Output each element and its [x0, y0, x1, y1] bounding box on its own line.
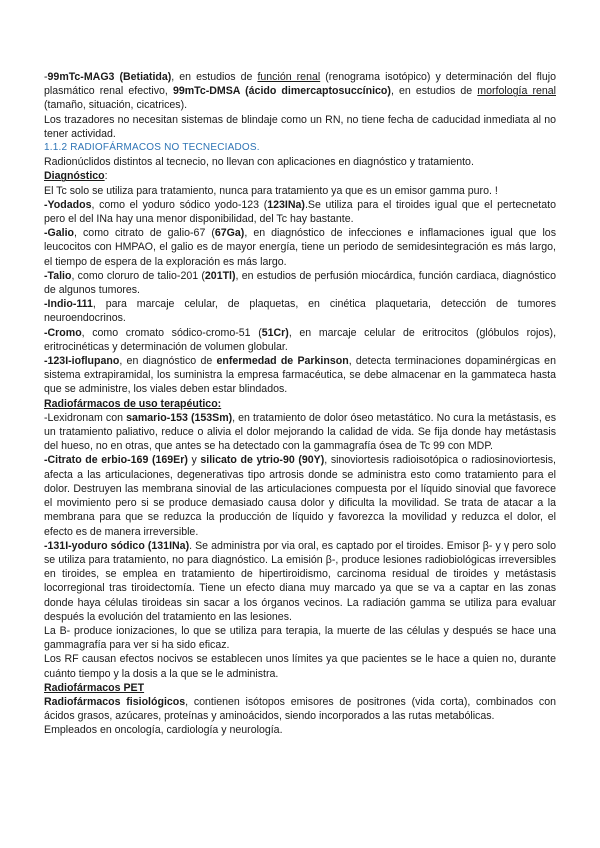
yodados-paragraph — [44, 198, 556, 226]
samario-paragraph — [44, 411, 556, 454]
erbio-paragraph — [44, 453, 556, 538]
text: , como cloruro de talio-201 ( — [71, 269, 205, 282]
text: , sinoviortesis radioisotópica o radiosinoviortesis, afecta a las articulaciones, degenerativas tipo artrosis donde se administra esto como tratamiento para el dolor. Destruyen las membrana sinovial de las articulaciones compuesta por el líquido sinovial que favorece el movimiento pero si se produce demasiado causa dolor y dificulta la movilidad. Se trata de atacar a la membrana para que se reduzca la producción de líquido y favorezca la movilidad y reduzca el dolor, el efecto es de manera irreversible. — [44, 454, 556, 538]
text: , como el yoduro sódico yodo-123 ( — [91, 198, 268, 211]
text: , contienen isótopos emisores de positrones (vida corta), combinados con ácidos grasos, azúcares, proteínas y aminoácidos, siendo incorporados a las rutas metabólicas. — [44, 695, 556, 723]
bold-term: -123I-ioflupano — [44, 355, 120, 368]
cromo-paragraph — [44, 326, 556, 354]
subheading-text: Diagnóstico — [44, 170, 105, 183]
galio-paragraph — [44, 226, 556, 269]
text: , en diagnóstico de infecciones e inflamaciones igual que los leucocitos con HMPAO, el galio es de mayor energía, tiene un periodo de semidesintegración es más largo, el tiempo de espera de la exploración es más largo. — [44, 227, 556, 268]
bold-term: samario-153 (153Sm) — [126, 411, 233, 424]
bold-term: 99mTc-MAG3 (Betiatida) — [47, 71, 172, 83]
text: . Se administra por via oral, es captado por el tiroides. Emisor β- y γ pero solo se utiliza para tratamiento, no para diagnóstico. La emisión β-, produce lesiones radiobiológicas irreversibles en tiroides, se emplea en tratamiento de hipertiroidismo, carcinoma residual de tiroides y metástasis locorregional tras tiroidectomía. Tiene un efecto diana muy marcado ya que se va a captar en las zonas donde haya células tiroideas sin sacar a los órganos vecinos. La radiación gamma se utiliza para evaluar después la evolución del tratamiento en las lesiones. — [44, 539, 556, 623]
bold-term: Radiofármacos fisiológicos — [44, 695, 186, 708]
text: (renograma isotópico) y determinación del flujo plasmático renal efectivo, — [44, 71, 556, 98]
bold-term: enfermedad de Parkinson — [216, 355, 349, 368]
text: , en diagnóstico de — [119, 355, 217, 368]
text: , para marcaje celular, de plaquetas, en cinética plaquetaria, detección de tumores neuroendocrinos. — [44, 298, 556, 325]
pet-paragraph — [44, 695, 556, 723]
beta-paragraph: La B- produce ionizaciones, lo que se utiliza para terapia, la muerte de las células y después se hace una gammagrafía para ver si ha sido eficaz. — [44, 624, 556, 652]
text: : — [104, 170, 108, 183]
bold-term: 51Cr) — [261, 326, 289, 339]
text: -Lexidronam con — [44, 411, 127, 424]
subheading-text: Radiofármacos de uso terapéutico: — [44, 397, 222, 410]
section-intro: Radionúclidos distintos al tecnecio, no llevan con aplicaciones en diagnóstico y tratamiento. — [44, 156, 474, 169]
text: - — [44, 71, 48, 83]
bold-term: silicato de ytrio-90 (90Y) — [200, 454, 325, 467]
bold-term: 123INa) — [267, 198, 305, 211]
yoduro-paragraph — [44, 539, 556, 624]
bold-term: -Talio — [44, 269, 72, 282]
ioflupano-paragraph — [44, 354, 556, 397]
text: , en estudios de — [390, 85, 478, 98]
text: , como citrato de galio-67 ( — [74, 227, 215, 240]
text: , en estudios de perfusión miocárdica, función cardiaca, diagnóstico de algunos tumores. — [44, 269, 556, 297]
bold-term: 67Ga) — [214, 227, 245, 240]
text: , en estudios de — [171, 71, 258, 83]
text: (tamaño, situación, cicatrices). — [44, 99, 188, 112]
section-heading: 1.1.2 RADIOFÁRMACOS NO TECNECIADOS. — [44, 142, 260, 154]
subheading-diagnostico — [44, 169, 556, 183]
text: , detecta terminaciones dopaminérgicas en sistema extrapiramidal, los suministra la empresa farmacéutica, se debe almacenar en la gammateca hasta que se administre, los viales deben estar blindados. — [44, 355, 556, 396]
text: .Se utiliza para el tiroides igual que el pertecnetato pero el del INa hay una menor disponibilidad, del Tc hay bastante. — [44, 198, 556, 226]
text: , en marcaje celular de eritrocitos (glóbulos rojos), eritrocinéticas y determinación de volumen globular. — [44, 326, 557, 353]
underlined-term: morfología renal — [477, 85, 556, 98]
renal-tracers-paragraph — [44, 70, 556, 113]
indio-paragraph — [44, 297, 556, 325]
shielding-paragraph: Los trazadores no necesitan sistemas de blindaje como un RN, no tiene fecha de caducidad inmediata al no tener actividad. — [44, 113, 556, 140]
bold-term: 99mTc-DMSA (ácido dimercaptosuccínico) — [172, 85, 391, 98]
bold-term: -Yodados — [44, 198, 92, 211]
underlined-term: función renal — [257, 71, 321, 83]
bold-term: -Citrato de erbio-169 (169Er) — [44, 454, 188, 467]
rf-paragraph: Los RF causan efectos nocivos se establecen unos límites ya que pacientes se le hace a quien no, durante cuánto tiempo y la dosis a la que se le administra. — [44, 653, 556, 680]
subheading-pet — [44, 681, 556, 695]
subheading-text: Radiofármacos PET — [44, 681, 145, 694]
bold-term: -131I-yoduro sódico (131INa) — [44, 539, 190, 552]
diagnostico-intro: El Tc solo se utiliza para tratamiento, nunca para tratamiento ya que es un emisor gamma puro. ! — [44, 184, 498, 197]
text: , como cromato sódico-cromo-51 ( — [81, 326, 262, 339]
bold-term: 201Tl) — [204, 269, 236, 282]
text: y — [187, 454, 201, 467]
talio-paragraph — [44, 269, 556, 297]
text: , en tratamiento de dolor óseo metastático. No cura la metástasis, es un tratamiento paliativo, reduce o alivia el dolor mejorando la calidad de vida. Se fija donde hay metástasis del hueso, no en otras, que antes se ha detectado con la gammagrafía ósea de Tc 99 con MDP. — [44, 411, 556, 453]
subheading-terapeutico — [44, 397, 556, 411]
bold-term: -Galio — [44, 227, 75, 240]
pet-last-line: Empleados en oncología, cardiología y neurología. — [44, 724, 283, 737]
document-page — [44, 70, 556, 738]
bold-term: -Indio-111 — [44, 298, 93, 311]
bold-term: -Cromo — [44, 326, 82, 339]
